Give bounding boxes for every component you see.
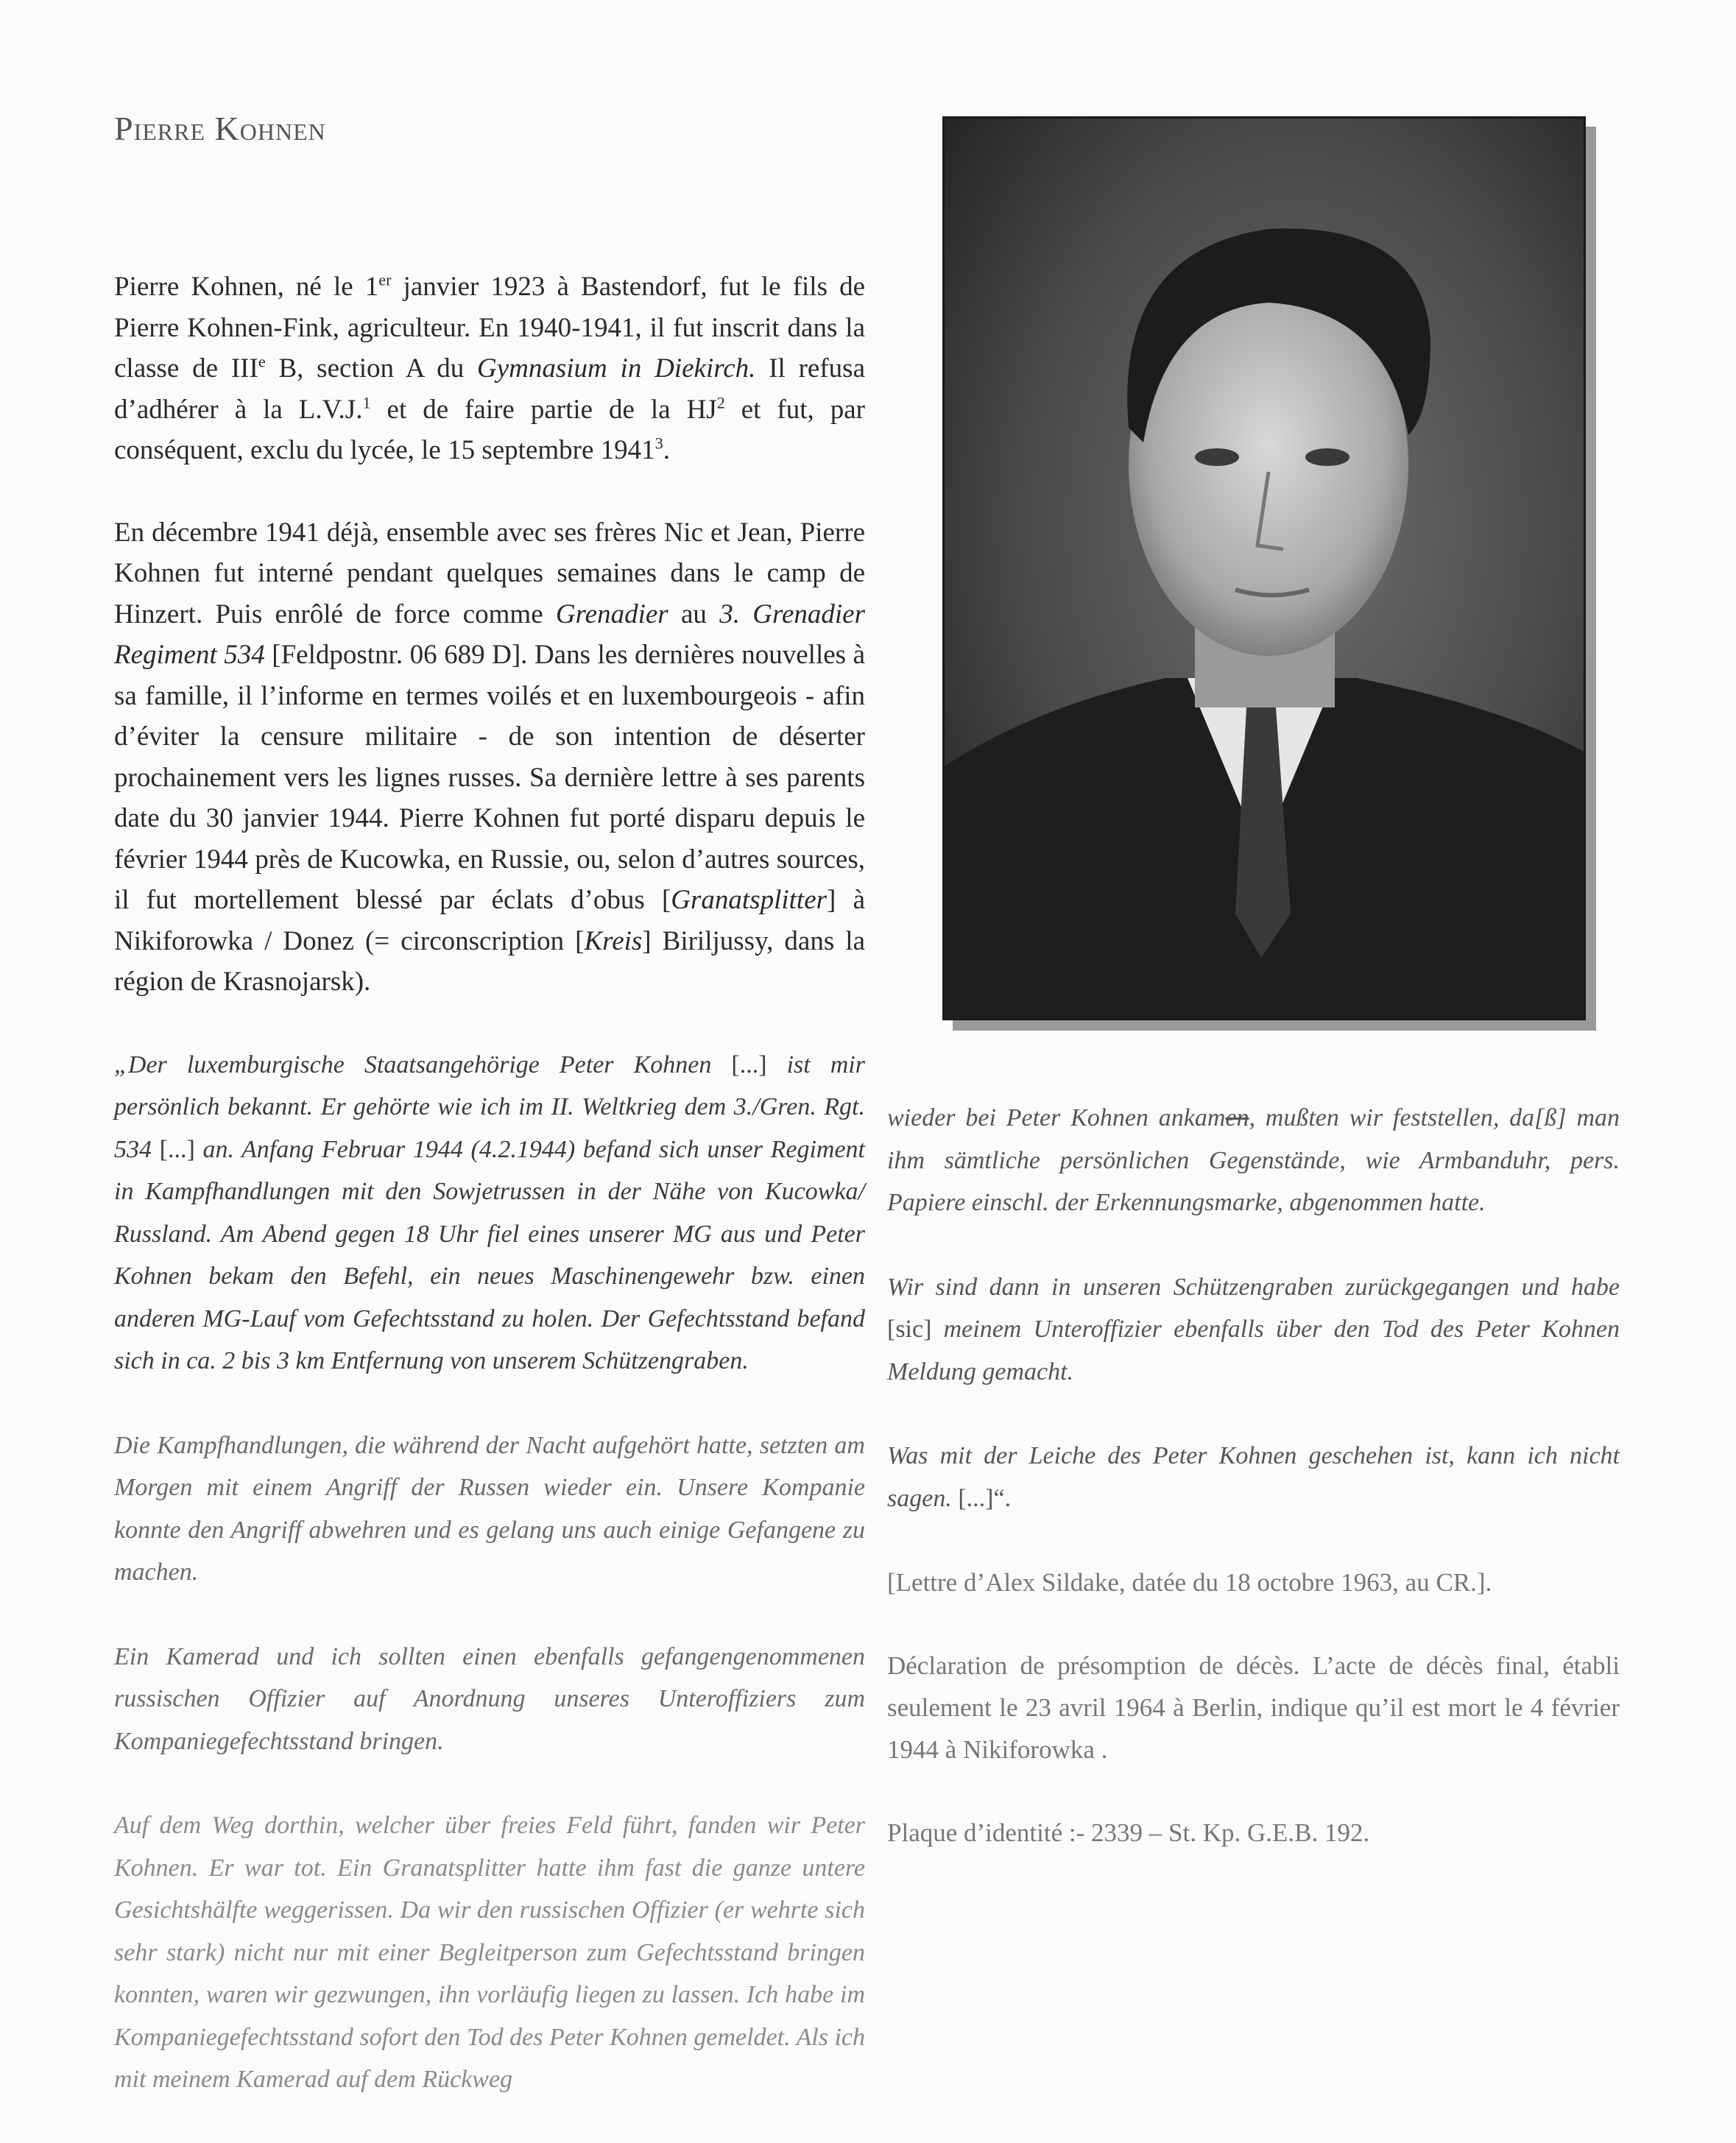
text-run: Grenadier	[555, 599, 668, 629]
text-run: Die Kampfhandlungen, die während der Nacht aufgehört hatte, setzten am Morgen mit einem Angriff der Russen wieder ein. Unsere Kompanie konnte den Angriff abwehren und es gelang uns auch einige Gefangene zu machen.	[114, 1431, 865, 1586]
text-run: Plaque d’identité :- 2339 – St. Kp. G.E.B. 192.	[887, 1818, 1370, 1847]
text-run: Granatsplitter	[671, 885, 828, 915]
text-run: wieder bei Peter Kohnen ankam	[887, 1104, 1226, 1131]
portrait-photo	[942, 116, 1586, 1020]
death-declaration	[887, 1645, 1620, 1770]
left-column	[114, 266, 865, 2143]
text-run: Il refusa d’adhérer à la L.V.J.	[114, 353, 865, 425]
text-run: an. Anfang Februar 1944 (4.2.1944) befand sich unser Regiment in Kampfhandlungen mit den Sowjetrussen in der Nähe von Kucowka/ Russland. Am Abend gegen 18 Uhr fiel eines unserer MG aus und Peter Kohnen bekam den Befehl, ein neues Maschinengewehr bzw. einen anderen MG-Lauf vom Gefechtsstand zu holen. Der Gefechtsstand befand sich in ca. 2 bis 3 km Entfernung von unserem Schützengraben.	[114, 1135, 865, 1374]
text-run: B, section A du	[265, 353, 477, 384]
text-run: .	[663, 435, 670, 465]
portrait-image	[945, 119, 1584, 1018]
superscript: 2	[716, 393, 725, 412]
right-column	[887, 1097, 1620, 1895]
text-run: Wir sind dann in unseren Schützengraben zurückgegangen und habe	[887, 1273, 1620, 1301]
biography-paragraph	[114, 266, 865, 471]
text-run: en	[1225, 1104, 1249, 1131]
text-run: En décembre 1941 déjà, ensemble avec ses frères Nic et Jean, Pierre Kohnen fut interné pendant quelques semaines dans le camp de Hinzert. Puis enrôlé de force comme	[114, 517, 865, 629]
testimony-quote	[114, 1804, 865, 2101]
superscript: 1	[362, 393, 371, 412]
superscript: er	[378, 270, 392, 289]
text-run: Kreis	[584, 925, 643, 956]
text-run: , mußten wir feststellen, da[ß] man ihm sämtliche persönlichen Gegenstände, wie Armbanduhr, pers. Papiere einschl. der Erkennungsmarke, abgenommen hatte.	[887, 1104, 1620, 1216]
text-run: 3. Grenadier Regiment 534	[114, 599, 865, 670]
text-run: [...]“.	[958, 1484, 1012, 1512]
text-run: ] à Nikiforowka / Donez (= circonscription [	[114, 885, 865, 956]
text-run: [Feldpostnr. 06 689 D]. Dans les dernières nouvelles à sa famille, il l’informe en termes voilés et en luxembourgeois - afin d’éviter la censure militaire - de son intention de déserter prochainement vers les lignes russes. Sa dernière lettre à ses parents date du 30 janvier 1944. Pierre Kohnen fut porté disparu depuis le février 1944 près de Kucowka, en Russie, ou, selon d’autres sources, il fut mortellement blessé par éclats d’obus [	[114, 640, 865, 915]
testimony-quote	[114, 1044, 865, 1383]
text-run: ist mir persönlich bekannt. Er gehörte wie ich im II. Weltkrieg dem 3./Gren. Rgt. 534	[114, 1051, 865, 1163]
testimony-quote	[114, 1424, 865, 1594]
text-run: au	[668, 599, 720, 629]
superscript: 3	[654, 434, 663, 453]
text-run: [Lettre d’Alex Sildake, datée du 18 octobre 1963, au CR.].	[887, 1568, 1492, 1597]
text-run: janvier 1923 à Bastendorf, fut le fils de Pierre Kohnen-Fink, agriculteur. En 1940-1941, il fut inscrit dans la classe de III	[114, 272, 865, 384]
text-run: Gymnasium in Diekirch.	[476, 353, 756, 384]
text-run: „Der luxemburgische Staatsangehörige Peter Kohnen	[114, 1051, 732, 1078]
text-run: Was mit der Leiche des Peter Kohnen geschehen ist, kann ich nicht sagen.	[887, 1442, 1620, 1512]
text-run: Pierre Kohnen, né le 1	[114, 272, 379, 302]
identity-tag	[887, 1812, 1620, 1854]
text-run: [...]	[159, 1135, 195, 1163]
text-run: et fut, par conséquent, exclu du lycée, le 15 septembre 1941	[114, 394, 865, 465]
text-run: [sic]	[887, 1316, 932, 1343]
testimony-quote	[114, 1636, 865, 1763]
testimony-quote	[887, 1435, 1620, 1519]
text-run: et de faire partie de la HJ	[370, 394, 717, 425]
testimony-quote	[887, 1097, 1620, 1224]
text-run: meinem Unteroffizier ebenfalls über den Tod des Peter Kohnen Meldung gemacht.	[887, 1316, 1620, 1385]
text-run: ] Biriljussy, dans la région de Krasnojarsk).	[114, 925, 865, 997]
text-run: Auf dem Weg dorthin, welcher über freies Feld führt, fanden wir Peter Kohnen. Er war tot. Ein Granatsplitter hatte ihm fast die ganze untere Gesichtshälfte weggerissen. Da wir den russischen Offizier (er wehrte sich sehr stark) nicht nur mit einer Begleitperson zum Gefechtsstand bringen konnten, waren wir gezwungen, ihn vorläufig liegen zu lassen. Ich habe im Kompaniegefechtsstand sofort den Tod des Peter Kohnen gemeldet. Als ich mit meinem Kamerad auf dem Rückweg	[114, 1812, 865, 2093]
text-run: Déclaration de présomption de décès. L’acte de décès final, établi seulement le 23 avril 1964 à Berlin, indique qu’il est mort le 4 février 1944 à Nikiforowka .	[887, 1651, 1620, 1764]
page-title: Pierre Kohnen	[114, 110, 326, 147]
biography-paragraph	[114, 512, 865, 1003]
text-run: [...]	[731, 1051, 767, 1078]
text-run: Ein Kamerad und ich sollten einen ebenfalls gefangengenommenen russischen Offizier auf Anordnung unseres Unteroffiziers zum Kompaniegefechtsstand bringen.	[114, 1642, 865, 1755]
source-note	[887, 1561, 1620, 1603]
superscript: e	[258, 352, 266, 371]
testimony-quote	[887, 1266, 1620, 1394]
